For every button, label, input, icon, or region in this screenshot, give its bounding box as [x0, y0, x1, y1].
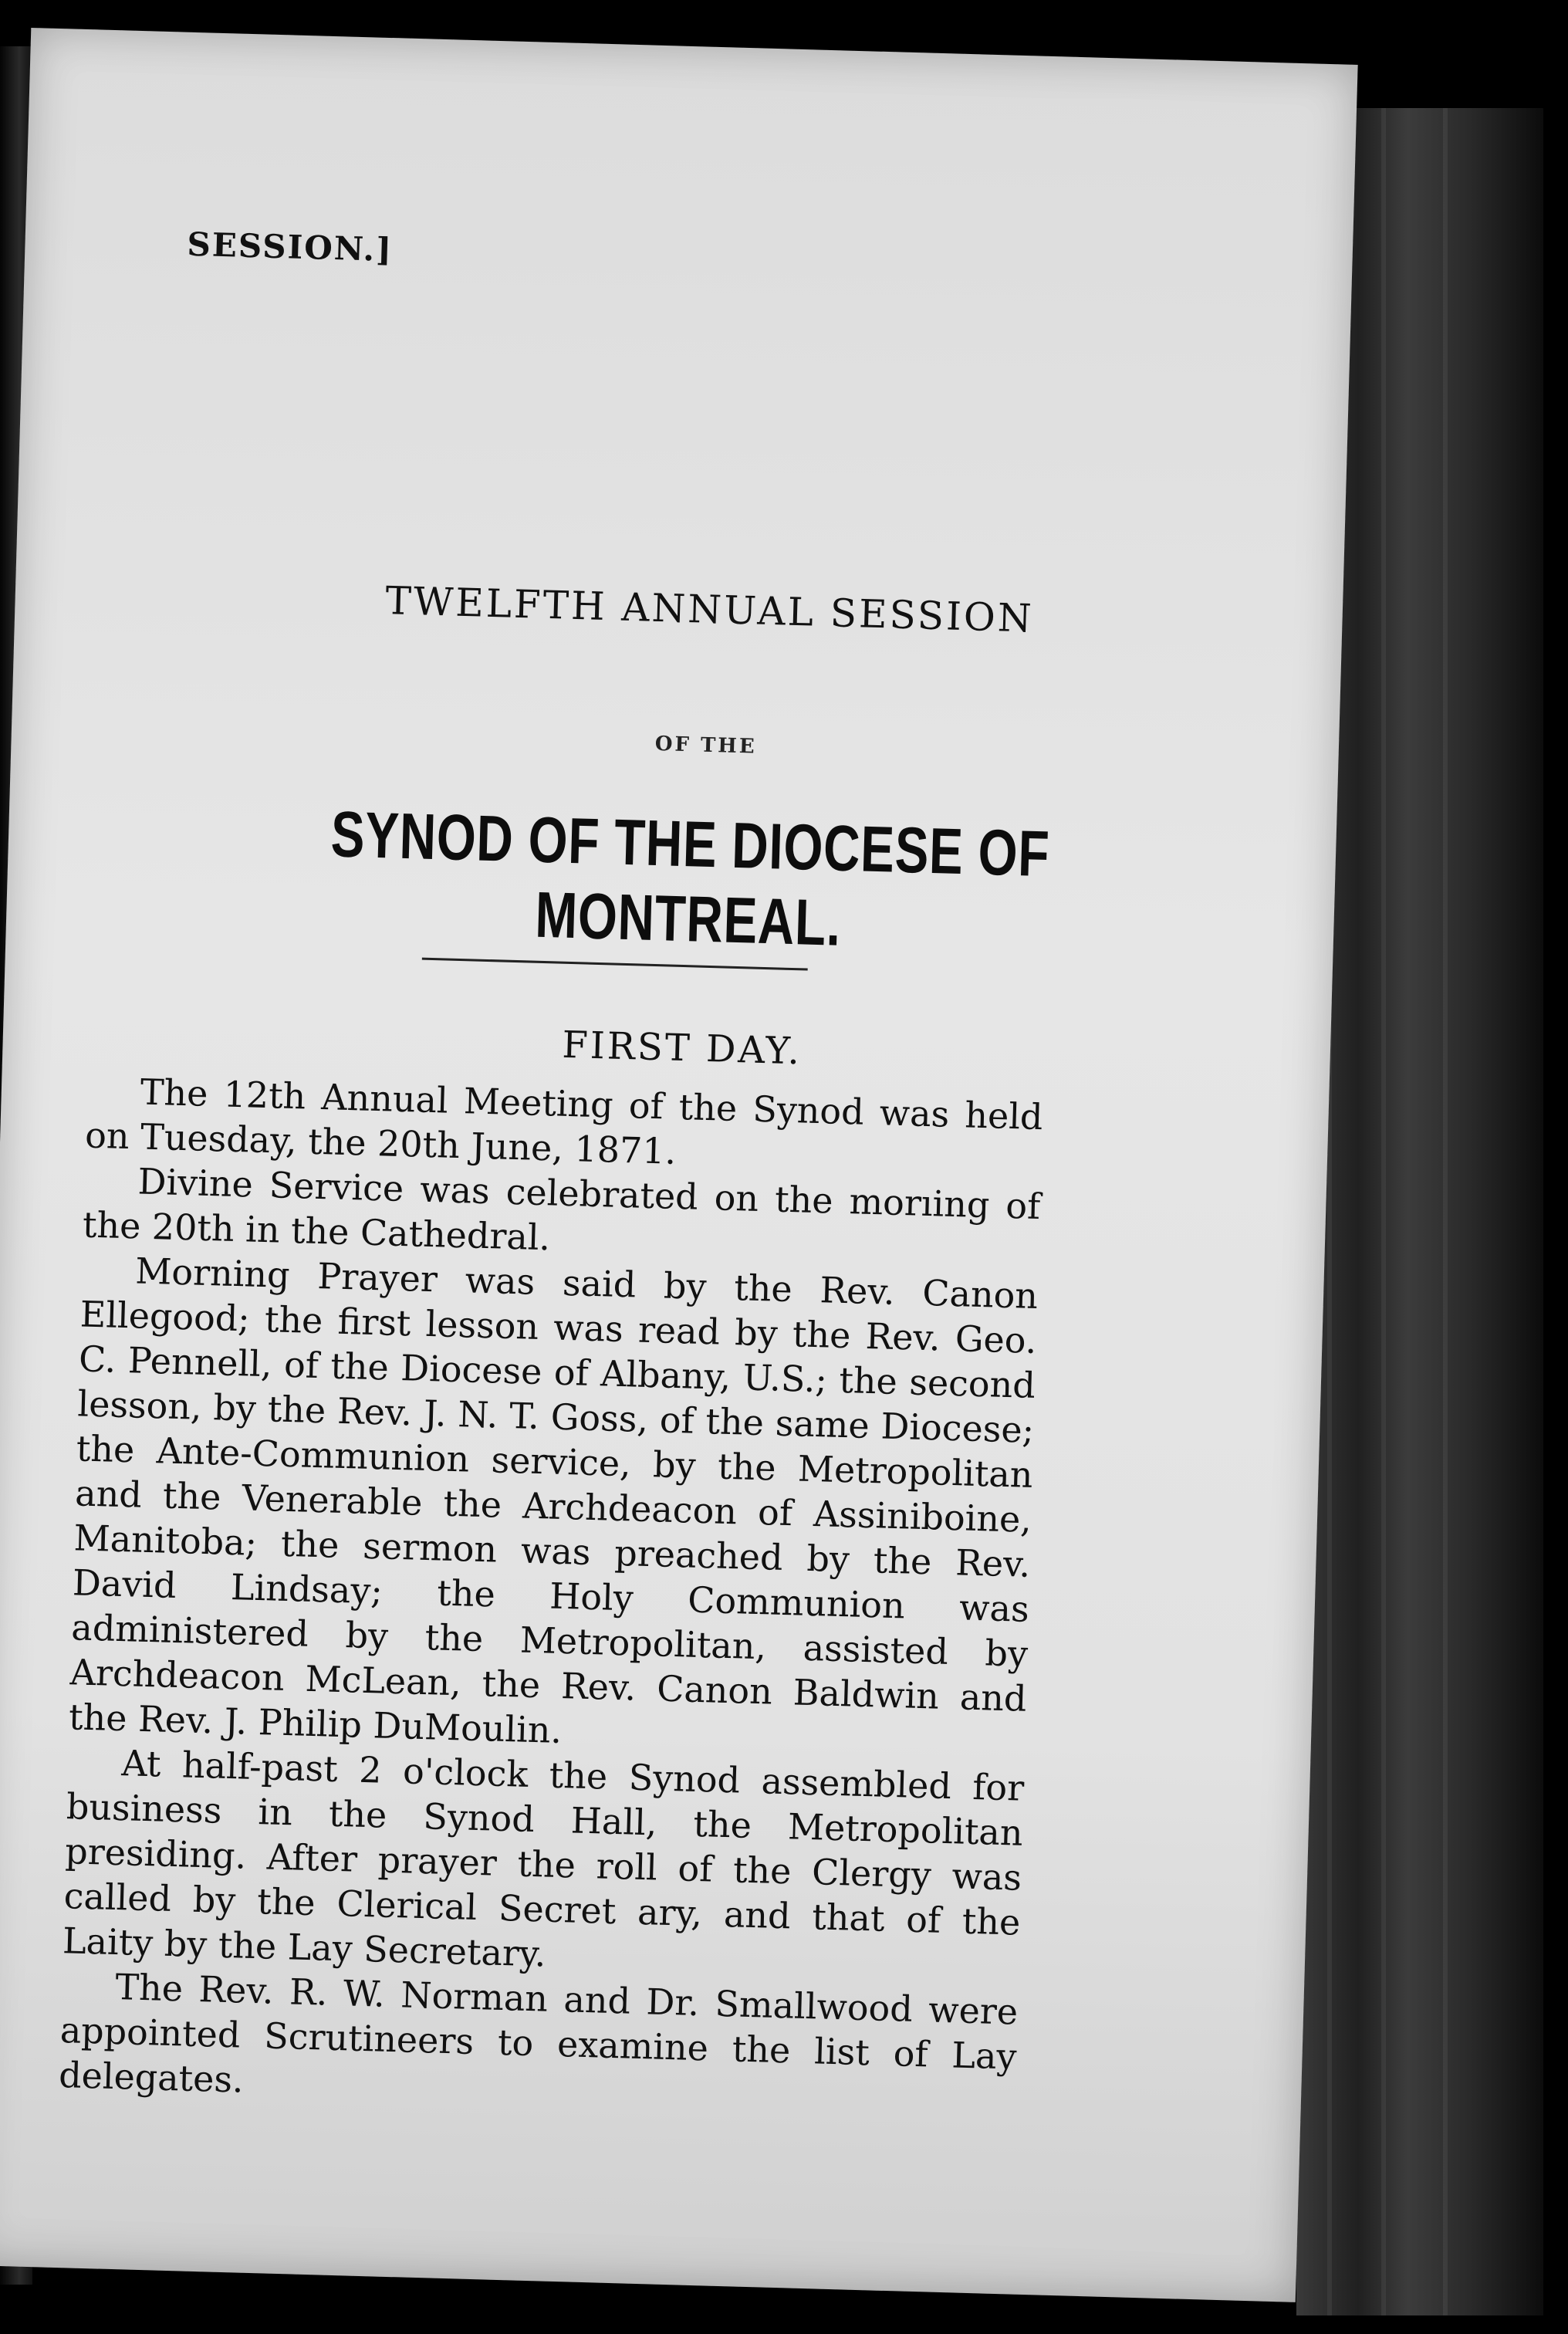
title-connector: OF THE: [654, 732, 758, 759]
title-rule: [422, 958, 808, 971]
paragraph: At half-past 2 o'clock the Synod assembled for business in the Synod Hall, the Metropolitan presiding. After prayer the roll of the Clergy was called by the Clerical Secret ary, and that of the Laity by the Lay Secretary.: [62, 1742, 1025, 1975]
body-text: [58, 1068, 1043, 2124]
book-page: [0, 28, 1358, 2302]
session-title: TWELFTH ANNUAL SESSION: [384, 578, 1035, 641]
paragraph: Morning Prayer was said by the Rev. Canon Ellegood; the first lesson was read by the Rev. Geo. C. Pennell, of the Diocese of Albany, U.S.; the second lesson, by the Rev. J. N. T. Goss, of the same Diocese; the Ante-Communion service, by the Metropolitan and the Venerable the Archdeacon of Assiniboine, Manitoba; the sermon was preached by the Rev. David Lindsay; the Holy Communion was administered by the Metropolitan, assisted by Archdeacon McLean, the Rev. Canon Baldwin and the Rev. J. Philip DuMoulin.: [68, 1250, 1039, 1752]
synod-title: SYNOD OF THE DIOCESE OF MONTREAL.: [329, 797, 1051, 959]
running-head: SESSION.]: [186, 225, 394, 269]
paragraph: Divine Service was celebrated on the morıing of the 20th in the Cathedral.: [82, 1160, 1041, 1259]
section-heading: FIRST DAY.: [561, 1023, 803, 1074]
paragraph: The 12th Annual Meeting of the Synod was held on Tuesday, the 20th June, 1871.: [84, 1071, 1044, 1172]
paragraph: The Rev. R. W. Norman and Dr. Smallwood were appointed Scrutineers to examine the list of Lay delegates.: [58, 1966, 1019, 2101]
